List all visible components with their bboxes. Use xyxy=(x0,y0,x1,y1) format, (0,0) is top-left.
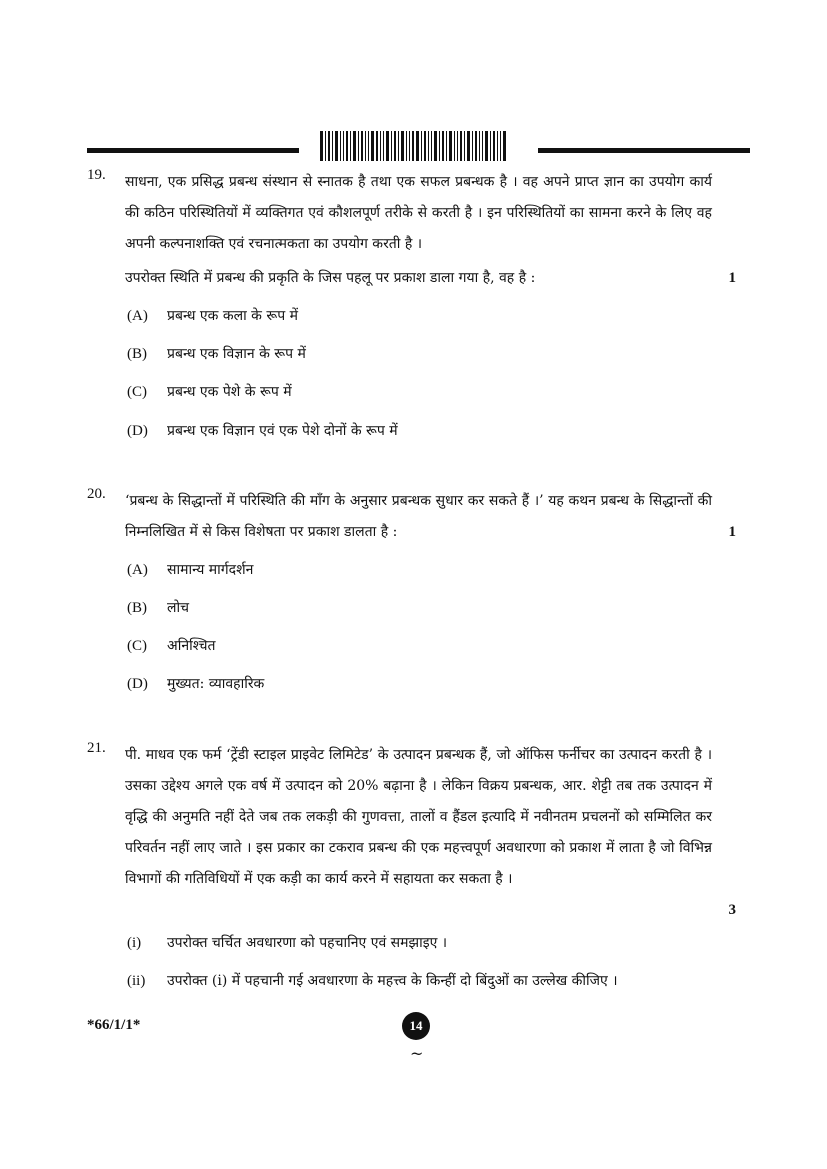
option-text: अनिश्चित xyxy=(167,638,216,654)
marks: 1 xyxy=(728,524,736,540)
option-label: (C) xyxy=(127,638,147,654)
option-label: (A) xyxy=(127,308,148,324)
option-label: (i) xyxy=(127,935,142,951)
question-number: 19. xyxy=(87,167,106,183)
option-label: (A) xyxy=(127,562,148,578)
page-number: 14 xyxy=(402,1012,430,1040)
option-text: उपरोक्त चर्चित अवधारणा को पहचानिए एवं समझाइए । xyxy=(167,935,448,951)
option-text: प्रबन्ध एक कला के रूप में xyxy=(167,308,299,324)
option-d xyxy=(127,421,398,440)
option-text: लोच xyxy=(167,600,190,616)
option-a xyxy=(127,560,253,579)
option-text: सामान्य मार्गदर्शन xyxy=(167,562,254,578)
option-text: प्रबन्ध एक पेशे के रूप में xyxy=(167,384,292,400)
sub-question-ii xyxy=(127,971,618,990)
option-label: (C) xyxy=(127,384,147,400)
question-19-prompt-row xyxy=(87,263,750,294)
option-label: (D) xyxy=(127,423,148,439)
option-c xyxy=(127,382,292,401)
option-label: (D) xyxy=(127,676,148,692)
question-number: 20. xyxy=(87,486,106,502)
option-label: (B) xyxy=(127,346,147,362)
option-text: प्रबन्ध एक विज्ञान एवं एक पेशे दोनों के रूप में xyxy=(167,423,398,439)
question-21 xyxy=(87,740,750,918)
option-a xyxy=(127,306,298,325)
question-text: ‘प्रबन्ध के सिद्धान्तों में परिस्थिति की माँग के अनुसार प्रबन्धक सुधार कर सकते हैं ।’ यह कथन प्रबन्ध के सिद्धान्तों की निम्नलिखित में से किस विशेषता पर प्रकाश डालता है : xyxy=(125,493,712,540)
option-c xyxy=(127,636,216,655)
marks: 1 xyxy=(728,270,736,286)
option-text: मुख्यत: व्यावहारिक xyxy=(167,676,265,692)
option-b xyxy=(127,344,306,363)
question-prompt: उपरोक्त स्थिति में प्रबन्ध की प्रकृति के जिस पहलू पर प्रकाश डाला गया है, वह है : xyxy=(125,270,536,286)
question-text: पी. माधव एक फर्म ‘ट्रेंडी स्टाइल प्राइवेट लिमिटेड’ के उत्पादन प्रबन्धक हैं, जो ऑफिस फर्नीचर का उत्पादन करती है । उसका उद्देश्य अगले एक वर्ष में उत्पादन को 20% बढ़ाना है । लेकिन विक्रय प्रबन्धक, आर. शेट्टी तब तक उत्पादन में वृद्धि की अनुमति नहीं देते जब तक लकड़ी की गुणवत्ता, तालों व हैंडल इत्यादि में नवीनतम प्रचलनों को सम्मिलित कर परिवर्तन नहीं लाए जाते । इस प्रकार का टकराव प्रबन्ध की एक महत्त्वपूर्ण अवधारणा को प्रकाश में लाता है जो विभिन्न विभागों की गतिविधियों में एक कड़ी का कार्य करने में सहायता कर सकता है । xyxy=(125,747,712,887)
tilde-mark: ~ xyxy=(410,1044,424,1063)
marks: 3 xyxy=(728,902,736,918)
header-rule-left xyxy=(87,148,299,153)
question-19 xyxy=(87,167,750,260)
option-b xyxy=(127,598,189,617)
option-text: प्रबन्ध एक विज्ञान के रूप में xyxy=(167,346,306,362)
option-d xyxy=(127,674,264,693)
sub-question-i xyxy=(127,933,447,952)
option-label: (ii) xyxy=(127,973,146,989)
barcode xyxy=(320,131,506,161)
question-20 xyxy=(87,486,750,548)
paper-code: *66/1/1* xyxy=(87,1017,141,1033)
option-text: उपरोक्त (i) में पहचानी गई अवधारणा के महत्त्व के किन्हीं दो बिंदुओं का उल्लेख कीजिए । xyxy=(167,973,618,989)
question-number: 21. xyxy=(87,740,106,756)
question-text: साधना, एक प्रसिद्ध प्रबन्ध संस्थान से स्नातक है तथा एक सफल प्रबन्धक है । वह अपने प्राप्त ज्ञान का उपयोग कार्य की कठिन परिस्थितियों में व्यक्तिगत एवं कौशलपूर्ण तरीके से करती है । इन परिस्थितियों का सामना करने के लिए वह अपनी कल्पनाशक्ति एवं रचनात्मकता का उपयोग करती है । xyxy=(125,174,712,252)
header-rule-right xyxy=(538,148,750,153)
option-label: (B) xyxy=(127,600,147,616)
